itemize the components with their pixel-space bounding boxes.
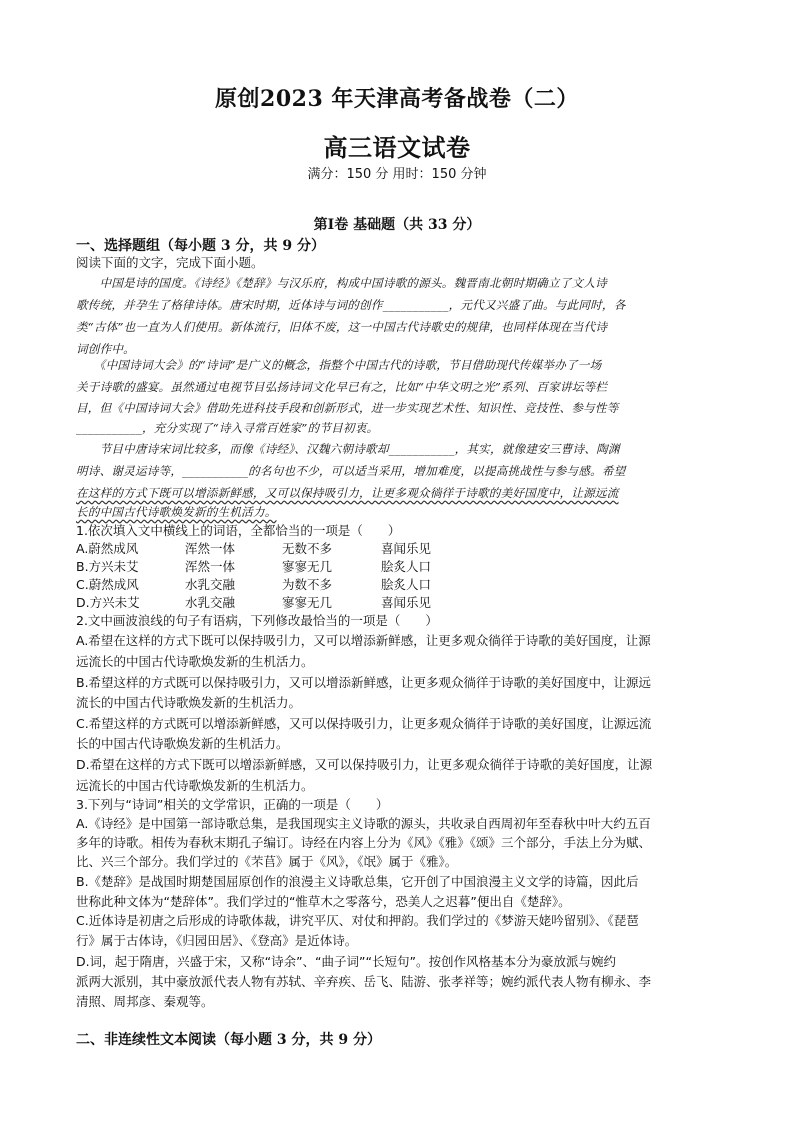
exam-subtitle: 高三语文试卷 xyxy=(323,133,471,162)
passage-line: 目，但《中国诗词大会》借助先进科技手段和创新形式，进一步实现艺术性、知识性、竞技性、参与性等 xyxy=(76,401,619,415)
q3-option-line: 世称此种文体为“楚辞体”。我们学过的“惟草木之零落兮，恐美人之迟暮”便出自《楚辞》。 xyxy=(76,894,571,909)
exam-meta: 满分：150 分 用时：150 分钟 xyxy=(307,167,487,182)
q2-option-line: 流长的中国古代诗歌焕发新的生机活力。 xyxy=(76,695,302,710)
q3-option-line: 行》属于古体诗，《归园田居》、《登高》是近体诗。 xyxy=(76,933,358,948)
q2-option-line: B.希望这样的方式既可以保持吸引力，又可以增添新鲜感，让更多观众徜徉于诗歌的美好国度中，让源远 xyxy=(76,675,652,690)
passage-line: 明诗、谢灵运诗等，___________的名句也不少，可以适当采用，增加难度，以提高挑战性与参与感。希望 xyxy=(76,464,626,478)
q1-option-word: A.蔚然成风 xyxy=(76,541,139,556)
section-heading-2: 二、非连续性文本阅读（每小题 3 分，共 9 分） xyxy=(76,1032,381,1048)
q1-option-word: 寥寥无几 xyxy=(282,595,333,610)
q1-option-word: 为数不多 xyxy=(282,577,333,592)
q2-option-line: A.希望在这样的方式下既可以保持吸引力，又可以增添新鲜感，让更多观众徜徉于诗歌的美好国度，让源 xyxy=(76,633,651,648)
passage-line: 节目中唐诗宋词比较多，而像《诗经》、汉魏六朝诗歌却___________，其实，就像建安三曹诗、陶渊 xyxy=(76,442,620,456)
q3-option-line: B.《楚辞》是战国时期楚国屈原创作的浪漫主义诗歌总集，它开创了中国浪漫主义文学的诗篇，因此后 xyxy=(76,874,639,889)
q3-option-line: 派两大派别，其中豪放派代表人物有苏轼、辛弃疾、岳飞、陆游、张孝祥等；婉约派代表人物有柳永、李 xyxy=(76,974,652,989)
q1-option-word: D.方兴未艾 xyxy=(76,595,140,610)
q2-option-line: D.希望在这样的方式下既可以增添新鲜感，又可以保持吸引力，让更多观众徜徉于诗歌的美好国度，让源 xyxy=(76,757,653,772)
q3-option-line: 多年的诗歌。相传为春秋末期孔子编订。诗经在内容上分为《风》《雅》《颂》三个部分，手法上分为赋、 xyxy=(76,835,652,850)
passage-line: ___________，充分实现了“诗入寻常百姓家”的节目初衷。 xyxy=(76,421,379,435)
q3-option-line: C.近体诗是初唐之后形成的诗歌体裁，讲究平仄、对仗和押韵。我们学过的《梦游天姥吟留别》、《琵琶 xyxy=(76,913,639,928)
question-3-stem: 3.下列与“诗词”相关的文学常识，正确的一项是（ ） xyxy=(76,797,389,812)
q2-option-line: 远流长的中国古代诗歌焕发新的生机活力。 xyxy=(76,778,314,793)
instruction: 阅读下面的文字，完成下面小题。 xyxy=(76,255,264,270)
q1-option-word: 寥寥无几 xyxy=(282,559,333,574)
q2-option-line: C.希望这样的方式既可以增添新鲜感，又可以保持吸引力，让更多观众徜徉于诗歌的美好国度，让源远流 xyxy=(76,716,652,731)
q1-option-word: 喜闻乐见 xyxy=(381,541,432,556)
question-1-stem: 1.依次填入文中横线上的词语，全都恰当的一项是（ ） xyxy=(76,523,401,538)
passage-wavy-line: 在这样的方式下既可以增添新鲜感，又可以保持吸引力，让更多观众徜徉于诗歌的美好国度中，让源远流 xyxy=(76,486,619,500)
passage-line: 词创作中。 xyxy=(76,342,135,356)
q2-option-line: 长的中国古代诗歌焕发新的生机活力。 xyxy=(76,736,289,751)
part-heading: 第Ⅰ卷 基础题（共 33 分） xyxy=(313,217,481,233)
passage-line: 中国是诗的国度。《诗经》《楚辞》与汉乐府，构成中国诗歌的源头。魏晋南北朝时期确立了文人诗 xyxy=(76,276,607,290)
q2-option-line: 远流长的中国古代诗歌焕发新的生机活力。 xyxy=(76,654,314,669)
q1-option-word: B.方兴未艾 xyxy=(76,559,139,574)
passage-line: 类“古体”也一直为人们使用。新体流行，旧体不废，这一中国古代诗歌史的规律，也同样体现在当代诗 xyxy=(76,320,608,334)
section-heading-1: 一、选择题组（每小题 3 分，共 9 分） xyxy=(76,238,325,254)
q3-option-line: 比、兴三个部分。我们学过的《芣苢》属于《风》，《氓》属于《雅》。 xyxy=(76,854,458,869)
q1-option-word: 水乳交融 xyxy=(185,577,236,592)
q3-option-line: D.词，起于隋唐，兴盛于宋，又称“诗余”、“曲子词”“长短句”。按创作风格基本分为豪放派与婉约 xyxy=(76,954,616,969)
q3-option-line: 清照、周邦彦、秦观等。 xyxy=(76,994,214,1009)
passage-line: 关于诗歌的盛宴。虽然通过电视节目弘扬诗词文化早已有之，比如“中华文明之光”系列、百家讲坛等栏 xyxy=(76,380,608,394)
exam-title: 原创2023 年天津高考备战卷（二） xyxy=(215,86,579,112)
q1-option-word: 水乳交融 xyxy=(185,595,236,610)
q1-option-word: C.蔚然成风 xyxy=(76,577,139,592)
q1-option-word: 脍炙人口 xyxy=(381,577,432,592)
q1-option-word: 脍炙人口 xyxy=(381,559,432,574)
q1-option-word: 喜闻乐见 xyxy=(381,595,432,610)
q1-option-word: 浑然一体 xyxy=(185,559,236,574)
q1-option-word: 浑然一体 xyxy=(185,541,236,556)
passage-line: 《中国诗词大会》的“诗词”是广义的概念，指整个中国古代的诗歌，节目借助现代传媒举办了一场 xyxy=(76,358,602,372)
q3-option-line: A.《诗经》是中国第一部诗歌总集，是我国现实主义诗歌的源头，共收录自西周初年至春秋中叶大约五百 xyxy=(76,816,651,831)
q1-option-word: 无数不多 xyxy=(282,541,333,556)
question-2-stem: 2.文中画波浪线的句子有语病，下列修改最恰当的一项是（ ） xyxy=(76,613,438,628)
passage-wavy-line: 长的中国古代诗歌焕发新的生机活力。 xyxy=(76,505,277,519)
passage-line: 歌传统，并孕生了格律诗体。唐宋时期，近体诗与词的创作___________，元代又兴盛了曲。与此同时，各 xyxy=(76,298,626,312)
